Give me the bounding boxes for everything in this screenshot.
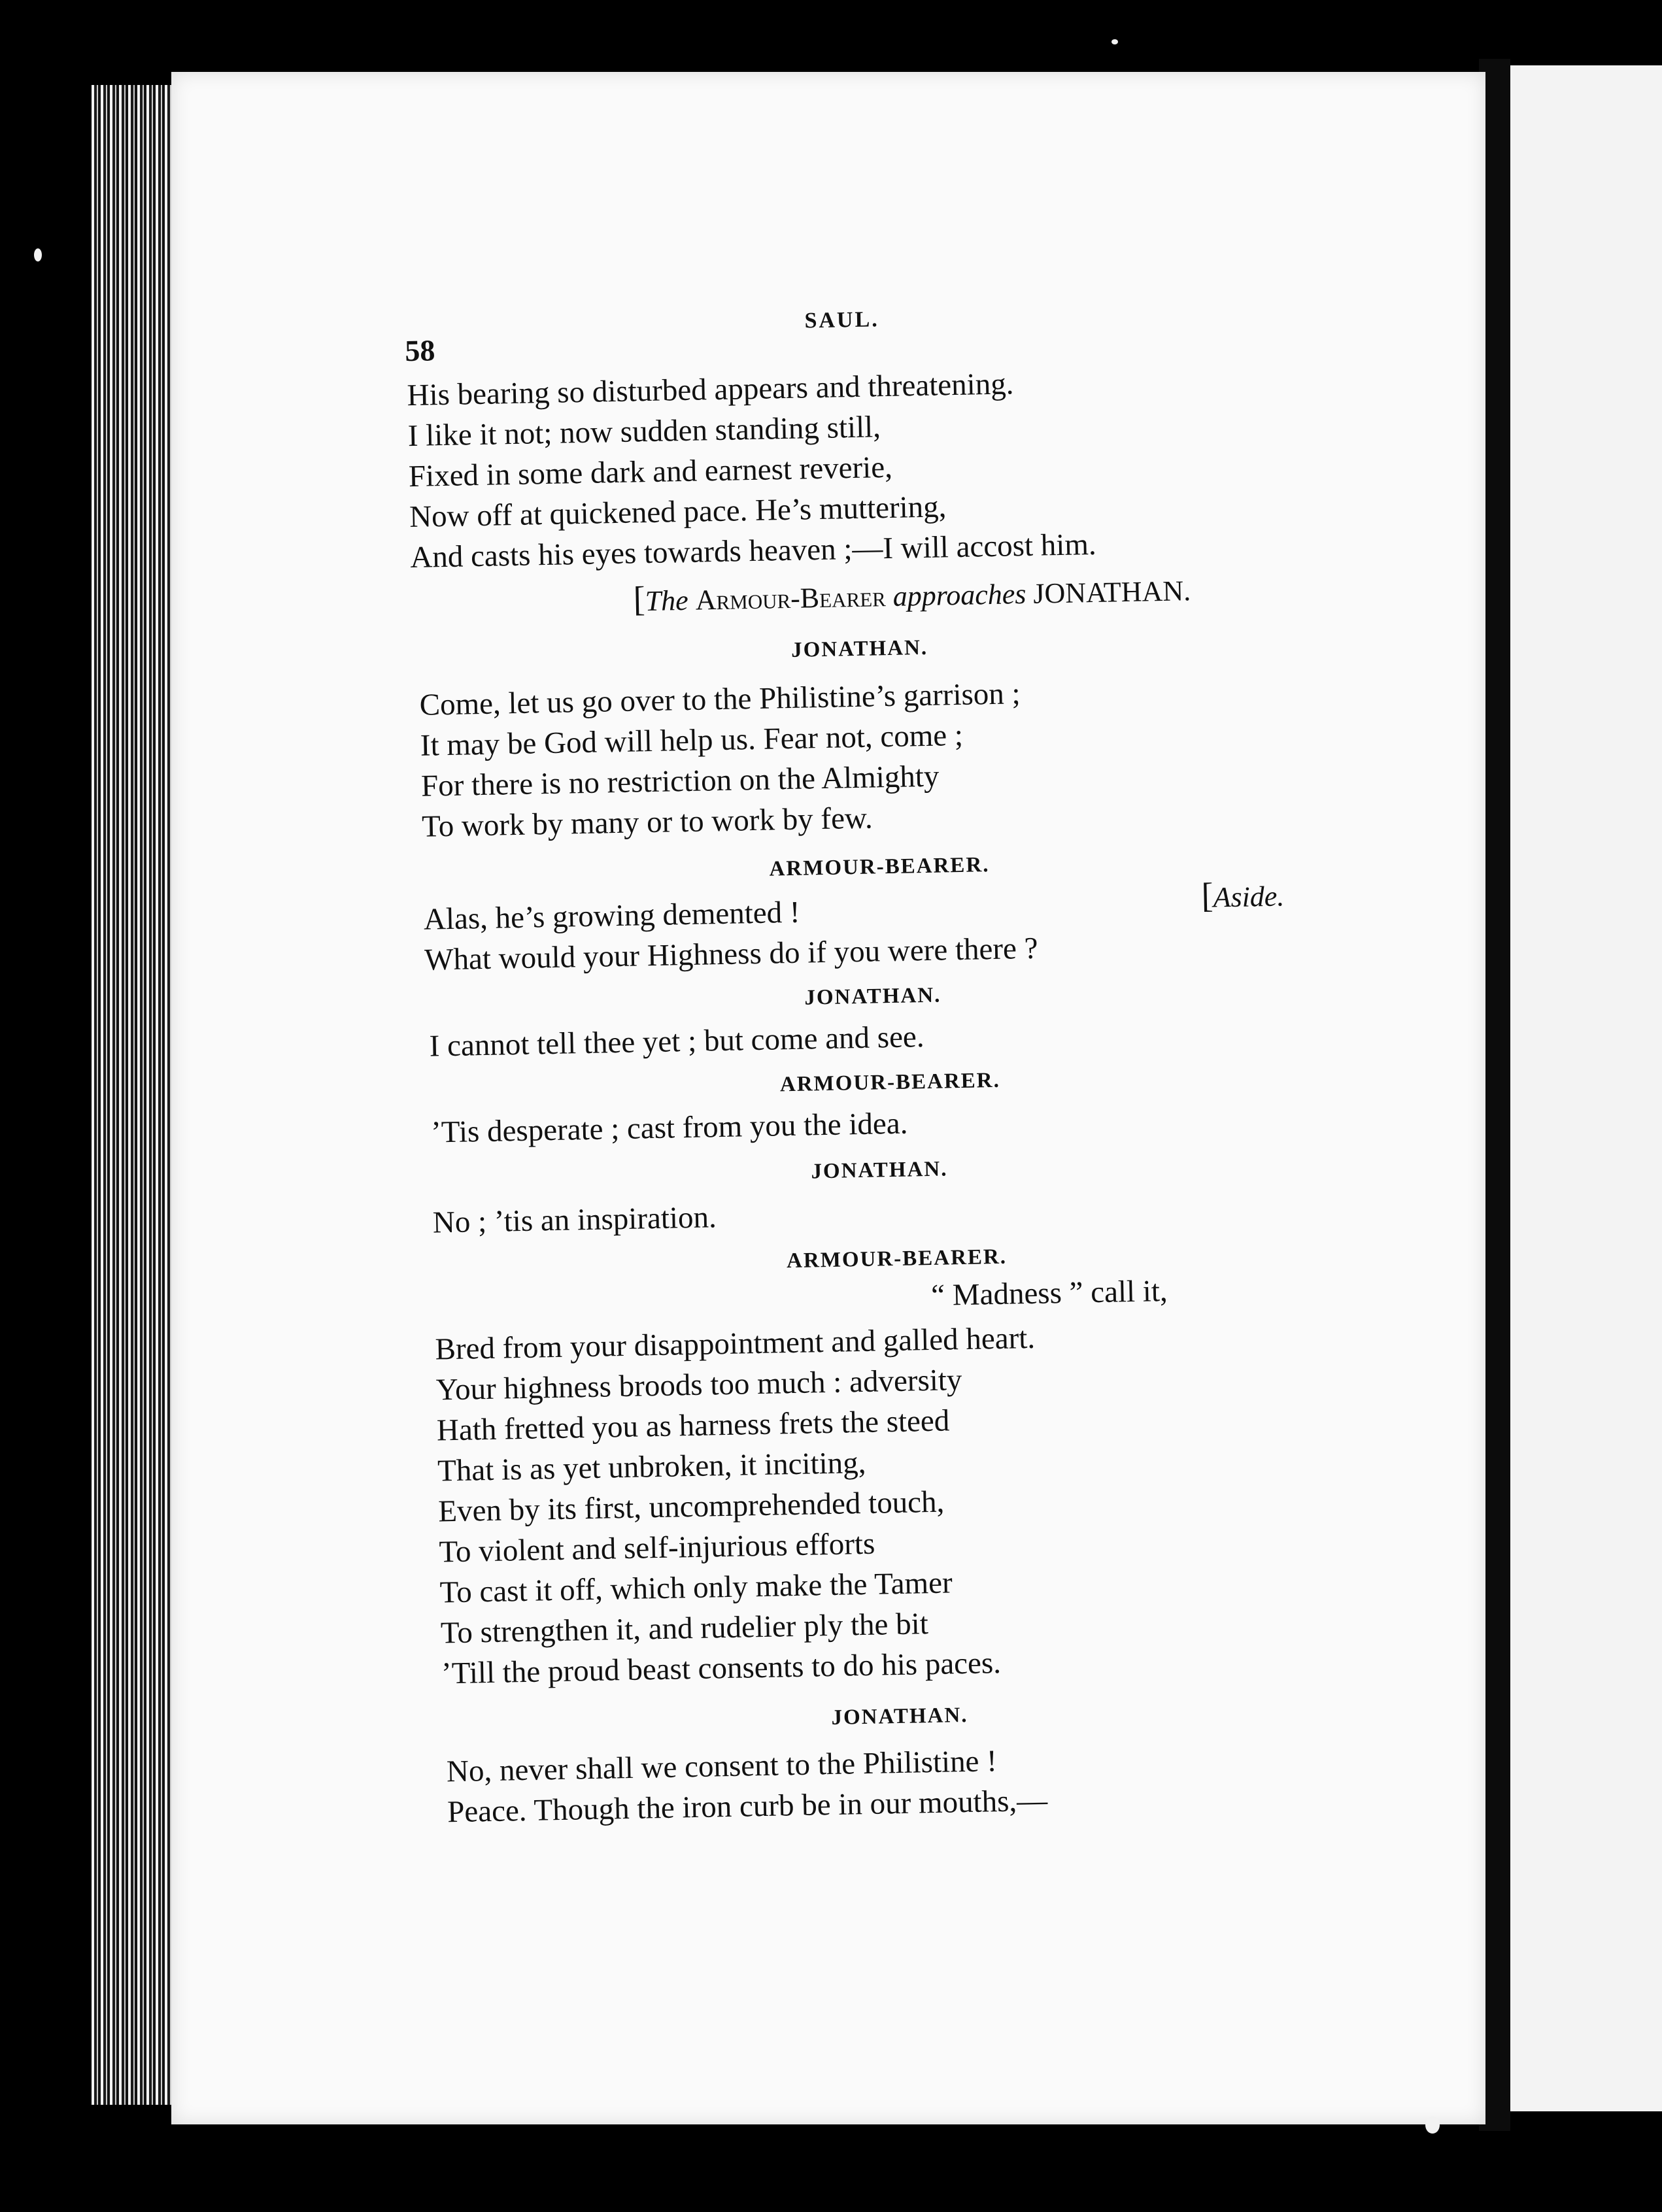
verse-line: Alas, he’s growing demented ! [423, 895, 801, 937]
verse-line: Hath fretted you as harness frets the steed [436, 1403, 950, 1448]
verse-line: To work by many or to work by few. [421, 801, 873, 844]
speaker-name: JONATHAN. [831, 1703, 968, 1730]
stage-direction-character: Armour-Bearer [695, 580, 887, 616]
verse-line: No, never shall we consent to the Philistine ! [446, 1744, 998, 1789]
verse-line: Now off at quickened pace. He’s muttering, [409, 490, 947, 535]
page-number: 58 [404, 333, 435, 368]
verse-line: To violent and self-injurious efforts [439, 1526, 875, 1569]
stage-direction-target: JONATHAN. [1032, 575, 1191, 610]
verse-line: That is as yet unbroken, it inciting, [437, 1445, 866, 1488]
stage-direction-verb: approaches [892, 577, 1026, 612]
speaker-name: ARMOUR-BEARER. [786, 1245, 1008, 1273]
verse-line: Peace. Though the iron curb be in our mouths,— [447, 1783, 1048, 1830]
speaker-name: JONATHAN. [811, 1157, 948, 1184]
speaker-name: JONATHAN. [790, 635, 928, 662]
verse-line: Your highness broods too much : adversity [435, 1363, 962, 1407]
verse-line: His bearing so disturbed appears and threatening. [407, 367, 1014, 413]
verse-line: “ Madness ” call it, [930, 1274, 1168, 1313]
verse-line: To strengthen it, and rudelier ply the bit [440, 1607, 929, 1651]
speaker-name: ARMOUR-BEARER. [779, 1068, 1001, 1097]
page-content [152, 59, 1506, 2137]
verse-line: What would your Highness do if you were there ? [424, 931, 1038, 977]
verse-line: ’Tis desperate ; cast from you the idea. [430, 1106, 908, 1150]
stage-direction-aside [1201, 873, 1285, 915]
stage-direction-the: The [645, 584, 689, 618]
dust-speck [1425, 2117, 1440, 2134]
verse-line: Bred from your disappointment and galled heart. [435, 1320, 1036, 1367]
verse-line: No ; ’tis an inspiration. [432, 1200, 717, 1240]
speaker-name: ARMOUR-BEARER. [769, 853, 990, 881]
stage-direction-text: Aside. [1213, 880, 1285, 914]
verse-line: Even by its first, uncomprehended touch, [437, 1484, 945, 1529]
verse-line: I cannot tell thee yet ; but come and see. [429, 1020, 925, 1064]
facing-page [1510, 65, 1662, 2111]
verse-line: It may be God will help us. Fear not, come ; [420, 718, 964, 763]
stage-direction-bracket: [ [633, 579, 646, 619]
stage-direction [633, 568, 1191, 619]
verse-line: I like it not; now sudden standing still, [407, 410, 881, 454]
stage-direction-bracket: [ [1200, 875, 1214, 915]
speaker-name: JONATHAN. [804, 983, 941, 1010]
verse-line: Come, let us go over to the Philistine’s garrison ; [419, 677, 1021, 722]
verse-line: ’Till the proud beast consents to do his paces. [441, 1646, 1002, 1691]
dust-speck [34, 248, 42, 261]
verse-line: To cast it off, which only make the Tamer [439, 1566, 953, 1610]
dust-speck [1111, 39, 1118, 44]
verse-line: Fixed in some dark and earnest reverie, [408, 450, 893, 494]
verse-line: And casts his eyes towards heaven ;—I will accost him. [409, 527, 1097, 575]
running-title: SAUL. [804, 307, 880, 333]
verse-line: For there is no restriction on the Almighty [420, 759, 940, 803]
